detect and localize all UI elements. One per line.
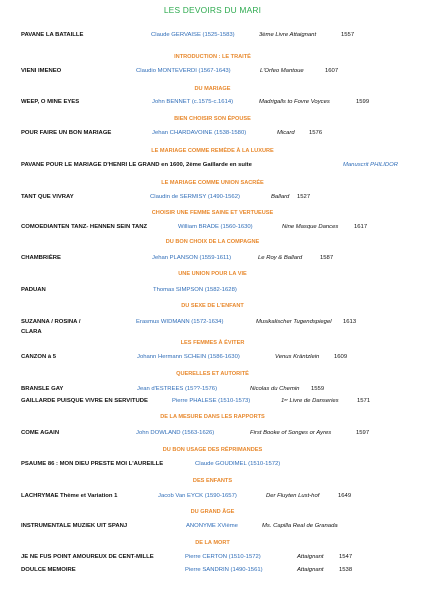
composer-name: Manuscrit PHILIDOR: [343, 162, 398, 168]
section-heading: QUERELLES ET AUTORITÉ: [176, 371, 249, 377]
piece-title: CHAMBRIÈRE: [21, 255, 61, 261]
piece-title: BRANSLE GAY: [21, 386, 64, 392]
program-row: [0, 329, 425, 338]
source-year: 1649: [338, 493, 352, 499]
piece-title: PAVANE POUR LE MARIAGE D'HENRI LE GRAND en 1600, 2ème Gaillarde en suite: [21, 162, 252, 168]
source-title: L'Orfeo Mantoue: [260, 68, 304, 74]
edition-ordinal-suffix: er: [284, 397, 288, 402]
piece-title: PADUAN: [21, 287, 46, 293]
composer-name: Claudin de SERMISY (1490-1562): [150, 194, 240, 200]
source-title: Venus Kräntzlein: [275, 354, 320, 360]
piece-title: POUR FAIRE UN BON MARIAGE: [21, 130, 112, 136]
piece-title: JE NE FUS POINT AMOUREUX DE CENT-MILLE: [21, 554, 154, 560]
program-row: [0, 194, 425, 203]
composer-name: Jehan PLANSON (1559-1611): [152, 255, 232, 261]
composer-name: William BRADE (1560-1630): [178, 224, 253, 230]
composer-name: Claude GOUDIMEL (1510-1572): [195, 461, 281, 467]
source-year: 1557: [341, 32, 355, 38]
source-title: 3ème Livre Attaignant: [259, 32, 317, 38]
source-title: Der Fluyten Lust-hof: [266, 493, 320, 499]
section-heading: LE MARIAGE COMME UNION SACRÉE: [161, 180, 264, 186]
section-heading: UNE UNION POUR LA VIE: [178, 271, 247, 277]
section-heading: LES FEMMES À ÉVITER: [180, 340, 245, 346]
source-title-text: Livre de Danseries: [289, 398, 339, 404]
composer-name: Thomas SIMPSON (1582-1628): [153, 287, 237, 293]
piece-title: COME AGAIN: [21, 430, 60, 436]
section-heading: DE LA MORT: [195, 540, 230, 546]
program-row: [0, 99, 425, 108]
source-year: 1613: [343, 319, 357, 325]
source-title: Musikalischer Tugendspiegel: [256, 319, 332, 325]
piece-title: CLARA: [21, 329, 42, 335]
section-heading: DU BON USAGE DES RÉPRIMANDES: [162, 447, 263, 453]
source-year: 1571: [357, 398, 371, 404]
program-row: [0, 224, 425, 233]
section-heading: LE MARIAGE COMME REMÈDE À LA LUXURE: [151, 148, 274, 154]
source-title: Nine Masque Dances: [282, 224, 339, 230]
composer-name: Pierre PHALESE (1510-1573): [172, 398, 251, 404]
source-year: 1599: [356, 99, 370, 105]
program-row: [0, 386, 425, 395]
piece-title: DOULCE MEMOIRE: [21, 567, 76, 573]
piece-title: INSTRUMENTALE MUZIEK UIT SPANJ: [21, 523, 128, 529]
program-row: [0, 68, 425, 77]
program-row: [0, 32, 425, 41]
program-row: [0, 554, 425, 563]
source-year: 1576: [309, 130, 323, 136]
composer-name: Jean d'ESTREES (15??-1576): [137, 386, 218, 392]
section-heading: DU SEXE DE L'ENFANT: [181, 303, 244, 309]
source-title: Ms. Capilla Real de Granada: [262, 523, 338, 529]
program-row: [0, 430, 425, 439]
piece-title: CANZON à 5: [21, 354, 57, 360]
piece-title: GAILLARDE PUISQUE VIVRE EN SERVITUDE: [21, 398, 148, 404]
piece-title: SUZANNA / ROSINA /: [21, 319, 81, 325]
source-title: Micard: [277, 130, 295, 136]
program-row: [0, 567, 425, 576]
program-row: [0, 523, 425, 532]
program-row: [0, 255, 425, 264]
source-year: 1607: [325, 68, 339, 74]
source-title: Le Roy & Ballard: [258, 255, 303, 261]
source-year: 1597: [356, 430, 370, 436]
composer-name: Claudio MONTEVERDI (1567-1643): [136, 68, 231, 74]
composer-name: Claude GERVAISE (1525-1583): [151, 32, 235, 38]
piece-title: VIENI IMENEO: [21, 68, 62, 74]
source-title: Attaignant: [297, 567, 324, 573]
program-row: [0, 287, 425, 296]
section-heading: DU GRAND ÂGE: [190, 509, 235, 515]
source-year: 1559: [311, 386, 325, 392]
composer-name: ANONYME XVième: [186, 523, 238, 529]
source-year: 1547: [339, 554, 353, 560]
section-heading: DES ENFANTS: [192, 478, 233, 484]
composer-name: Johann Hermann SCHEIN (1586-1630): [137, 354, 240, 360]
section-heading: BIEN CHOISIR SON ÉPOUSE: [174, 116, 251, 122]
section-heading: DU BON CHOIX DE LA COMPAGNE: [165, 239, 260, 245]
piece-title: TANT QUE VIVRAY: [21, 194, 74, 200]
program-row: [0, 461, 425, 470]
source-title: [281, 398, 339, 404]
piece-title: PSAUME 86 : MON DIEU PRESTE MOI L'AUREILLE: [21, 461, 164, 467]
source-year: 1527: [297, 194, 311, 200]
composer-name: Jehan CHARDAVOINE (1538-1580): [152, 130, 247, 136]
source-title: Nicolas du Chemin: [250, 386, 300, 392]
program-row: [0, 354, 425, 363]
composer-name: Jacob Van EYCK (1590-1657): [158, 493, 237, 499]
piece-title: COMOEDIANTEN TANZ- HENNEN SEIN TANZ: [21, 224, 148, 230]
composer-name: Erasmus WIDMANN (1572-1634): [136, 319, 224, 325]
program-row: [0, 319, 425, 328]
source-title: Ballard: [271, 194, 290, 200]
source-title: First Booke of Songes or Ayres: [250, 430, 332, 436]
composer-name: John DOWLAND (1563-1626): [136, 430, 215, 436]
edition-ordinal: 1: [281, 398, 285, 404]
source-title: Attaignant: [297, 554, 324, 560]
piece-title: LACHRYMAE Thème et Variation 1: [21, 493, 118, 499]
source-year: 1609: [334, 354, 348, 360]
source-year: 1617: [354, 224, 368, 230]
page-title: LES DEVOIRS DU MARI: [163, 5, 262, 15]
composer-name: Pierre CERTON (1510-1572): [185, 554, 261, 560]
source-title: Madrigalls to Fovre Voyces: [259, 99, 330, 105]
section-heading: CHOISIR UNE FEMME SAINE ET VERTUEUSE: [151, 210, 274, 216]
program-row: [0, 130, 425, 139]
source-year: 1538: [339, 567, 353, 573]
section-heading: DU MARIAGE: [194, 86, 231, 92]
section-heading: INTRODUCTION : LE TRAITÉ: [174, 54, 251, 60]
program-row: [0, 162, 425, 171]
source-year: 1587: [320, 255, 334, 261]
program-row: [0, 398, 425, 407]
piece-title: WEEP, O MINE EYES: [21, 99, 80, 105]
program-row: [0, 493, 425, 502]
composer-name: John BENNET (c.1575-c.1614): [152, 99, 234, 105]
composer-name: Pierre SANDRIN (1490-1561): [185, 567, 263, 573]
section-heading: DE LA MESURE DANS LES RAPPORTS: [160, 414, 265, 420]
piece-title: PAVANE LA BATAILLE: [21, 32, 84, 38]
